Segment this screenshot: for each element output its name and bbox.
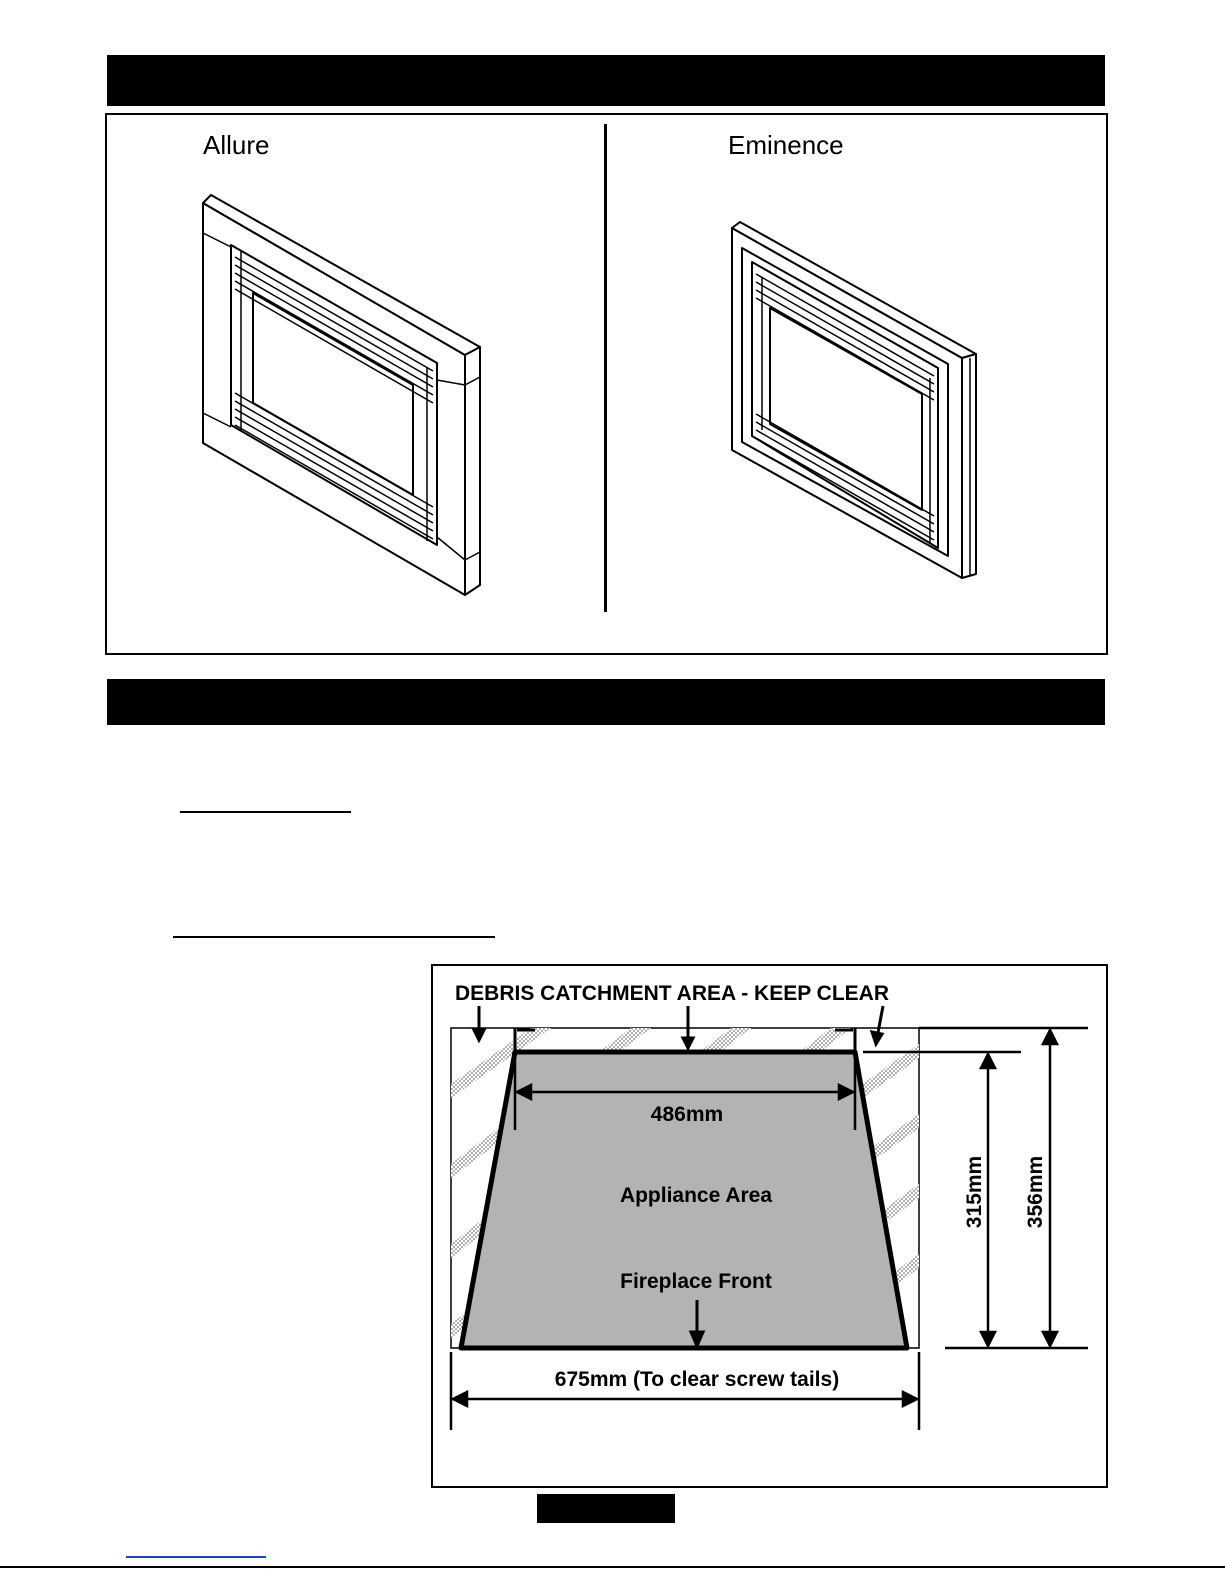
allure-frame-illustration xyxy=(195,185,490,605)
header-bar-2 xyxy=(107,679,1105,725)
header-bar-1 xyxy=(107,55,1105,106)
model-label-eminence: Eminence xyxy=(728,130,844,160)
inner-width-label: 486mm xyxy=(650,1103,724,1126)
debris-label: DEBRIS CATCHMENT AREA - KEEP CLEAR xyxy=(455,982,890,1005)
model-label-allure: Allure xyxy=(203,130,270,160)
appliance-area-label: Appliance Area xyxy=(619,1184,773,1207)
footer-block xyxy=(537,1494,675,1523)
heading-underline-1 xyxy=(180,811,351,813)
outer-width-label: 675mm (To clear screw tails) xyxy=(554,1368,840,1391)
outer-depth-label: 356mm xyxy=(1024,1155,1047,1229)
fireplace-front-label: Fireplace Front xyxy=(620,1270,772,1293)
inner-depth-label: 315mm xyxy=(963,1155,986,1229)
models-divider xyxy=(604,124,607,612)
link-underline[interactable] xyxy=(126,1556,266,1558)
eminence-frame-illustration xyxy=(722,218,987,588)
heading-underline-2 xyxy=(173,936,495,938)
page-bottom-rule xyxy=(0,1566,1225,1568)
clearance-diagram xyxy=(431,964,1108,1488)
